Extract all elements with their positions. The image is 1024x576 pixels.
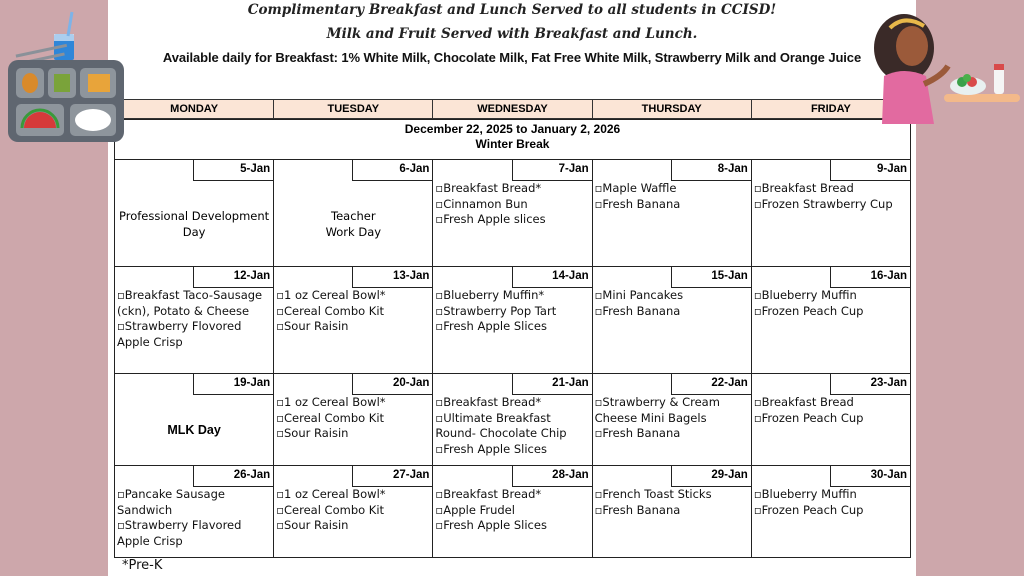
menu-items (435, 181, 589, 228)
menu-item: ▫Fresh Apple Slices (435, 319, 547, 333)
day-note (115, 395, 273, 465)
menu-item: ▫Breakfast Bread (753, 395, 854, 409)
menu-item: ▫Fresh Banana (594, 502, 681, 517)
day-header-tuesday: TUESDAY (274, 100, 433, 118)
menu-item: Apple Crisp (117, 533, 183, 548)
day-cell (274, 374, 433, 465)
date-label: 6-Jan (352, 160, 432, 181)
day-cell (115, 466, 274, 557)
menu-items (595, 487, 749, 518)
menu-item: ▫Strawberry & Cream (594, 395, 720, 409)
menu-item: ▫Pancake Sausage (117, 487, 225, 501)
date-label: 23-Jan (830, 374, 910, 395)
day-cell (433, 466, 592, 557)
day-cell (752, 374, 910, 465)
date-label: 22-Jan (671, 374, 751, 395)
menu-items (276, 487, 430, 534)
menu-item: ▫Fresh Apple slices (435, 212, 546, 226)
menu-items (117, 487, 271, 549)
menu-item: Apple Crisp (117, 334, 183, 349)
menu-item: ▫Sour Raisin (276, 426, 349, 440)
menu-items (754, 288, 908, 319)
day-cell (433, 267, 592, 373)
menu-item: ▫Breakfast Bread* (435, 395, 542, 409)
menu-item: ▫Fresh Apple Slices (435, 518, 547, 532)
header-line-3: Available daily for Breakfast: 1% White Milk, Chocolate Milk, Fat Free White Milk, Strawberry Milk and Orange Juice (162, 50, 862, 65)
menu-item: ▫Breakfast Taco-Sausage (117, 288, 263, 302)
day-header-monday: MONDAY (115, 100, 274, 118)
menu-sheet (108, 0, 916, 576)
header-line-2: Milk and Fruit Served with Breakfast and Lunch. (326, 26, 698, 42)
girl-eating-icon (864, 6, 1022, 124)
day-cell (752, 160, 910, 266)
date-label: 5-Jan (193, 160, 273, 181)
menu-item: ▫Breakfast Bread* (435, 487, 542, 501)
date-label: 20-Jan (352, 374, 432, 395)
day-cell (752, 466, 910, 557)
day-header-friday: FRIDAY (810, 103, 851, 115)
menu-item: ▫1 oz Cereal Bowl* (276, 487, 386, 501)
menu-item: ▫French Toast Sticks (594, 487, 712, 501)
header-line-1: Complimentary Breakfast and Lunch Served to all students in CCISD! (247, 2, 777, 18)
date-label: 21-Jan (512, 374, 592, 395)
menu-item: (ckn), Potato & Cheese (117, 303, 250, 318)
date-label: 19-Jan (193, 374, 273, 395)
winter-break-dates: December 22, 2025 to January 2, 2026 (404, 122, 621, 136)
day-cell (274, 267, 433, 373)
menu-item: ▫Sour Raisin (276, 518, 349, 532)
menu-item: ▫Frozen Peach Cup (753, 502, 864, 517)
winter-break-row (115, 119, 910, 159)
menu-items (754, 487, 908, 518)
day-cell (752, 267, 910, 373)
menu-item: ▫Blueberry Muffin (753, 288, 857, 302)
menu-item: ▫1 oz Cereal Bowl* (276, 395, 386, 409)
menu-item: Round- Chocolate Chip (435, 426, 567, 440)
menu-item: Cheese Mini Bagels (594, 410, 707, 425)
menu-item: ▫Blueberry Muffin (753, 487, 857, 501)
date-label: 27-Jan (352, 466, 432, 487)
menu-item: ▫Strawberry Pop Tart (435, 303, 557, 318)
day-cell (274, 160, 433, 266)
day-cell (115, 267, 274, 373)
menu-item: ▫Apple Frudel (435, 502, 515, 517)
day-cell (433, 374, 592, 465)
week-row (115, 159, 910, 266)
date-label: 14-Jan (512, 267, 592, 288)
menu-item: ▫Breakfast Bread (753, 181, 854, 195)
menu-item: ▫Breakfast Bread* (435, 181, 542, 195)
day-cell (115, 374, 274, 465)
day-cell (274, 466, 433, 557)
menu-item: ▫Frozen Strawberry Cup (753, 196, 893, 211)
day-header-wednesday: WEDNESDAY (433, 100, 592, 118)
menu-item: ▫Frozen Peach Cup (753, 303, 864, 318)
menu-items (595, 181, 749, 212)
menu-item: ▫Mini Pancakes (594, 288, 684, 302)
menu-item: ▫Strawberry Flovored (117, 319, 242, 333)
menu-item: ▫Ultimate Breakfast (435, 410, 551, 425)
menu-item: ▫Fresh Banana (594, 303, 681, 318)
menu-item: ▫1 oz Cereal Bowl* (276, 288, 386, 302)
menu-item: ▫Fresh Banana (594, 426, 681, 440)
date-label: 26-Jan (193, 466, 273, 487)
menu-item: ▫Cereal Combo Kit (276, 410, 385, 425)
date-label: 9-Jan (830, 160, 910, 181)
day-cell (593, 267, 752, 373)
week-row (115, 373, 910, 465)
date-label: 30-Jan (830, 466, 910, 487)
menu-items (595, 288, 749, 319)
menu-items (435, 395, 589, 457)
date-label: 16-Jan (830, 267, 910, 288)
menu-item: ▫Cereal Combo Kit (276, 303, 385, 318)
day-note-text: Professional Development Day (119, 208, 270, 239)
menu-items (117, 288, 271, 350)
menu-item: ▫Blueberry Muffin* (435, 288, 545, 302)
day-cell (593, 466, 752, 557)
menu-item: ▫Maple Waffle (594, 181, 677, 195)
date-label: 28-Jan (512, 466, 592, 487)
day-cell (115, 160, 274, 266)
menu-calendar-grid (114, 119, 911, 558)
week-row (115, 465, 910, 557)
date-label: 7-Jan (512, 160, 592, 181)
day-cell (433, 160, 592, 266)
lunch-tray-icon (4, 4, 134, 144)
menu-item: ▫Fresh Apple Slices (435, 441, 547, 456)
day-cell (593, 160, 752, 266)
date-label: 8-Jan (671, 160, 751, 181)
date-label: 13-Jan (352, 267, 432, 288)
day-note-text: MLK Day (167, 423, 221, 437)
menu-items (435, 288, 589, 335)
menu-items (276, 395, 430, 442)
date-label: 29-Jan (671, 466, 751, 487)
day-note (115, 181, 273, 266)
day-note-text: Teacher Work Day (325, 208, 382, 239)
menu-items (276, 288, 430, 335)
date-label: 15-Jan (671, 267, 751, 288)
menu-item: ▫Strawberry Flavored (117, 518, 242, 532)
menu-item: Sandwich (117, 502, 173, 517)
menu-item: ▫Frozen Peach Cup (753, 410, 864, 425)
menu-item: ▫Cereal Combo Kit (276, 502, 385, 517)
footnote: *Pre-K (122, 558, 163, 573)
menu-item: ▫Sour Raisin (276, 319, 349, 333)
menu-items (435, 487, 589, 534)
menu-item: ▫Cinnamon Bun (435, 196, 528, 211)
day-header-thursday: THURSDAY (593, 100, 752, 118)
menu-items (595, 395, 749, 442)
winter-break-label: Winter Break (475, 137, 550, 151)
menu-items (754, 395, 908, 426)
day-cell (593, 374, 752, 465)
menu-items (754, 181, 908, 212)
week-row (115, 266, 910, 373)
day-note (274, 181, 432, 266)
day-header-row (114, 99, 911, 119)
date-label: 12-Jan (193, 267, 273, 288)
menu-item: ▫Fresh Banana (594, 196, 681, 211)
